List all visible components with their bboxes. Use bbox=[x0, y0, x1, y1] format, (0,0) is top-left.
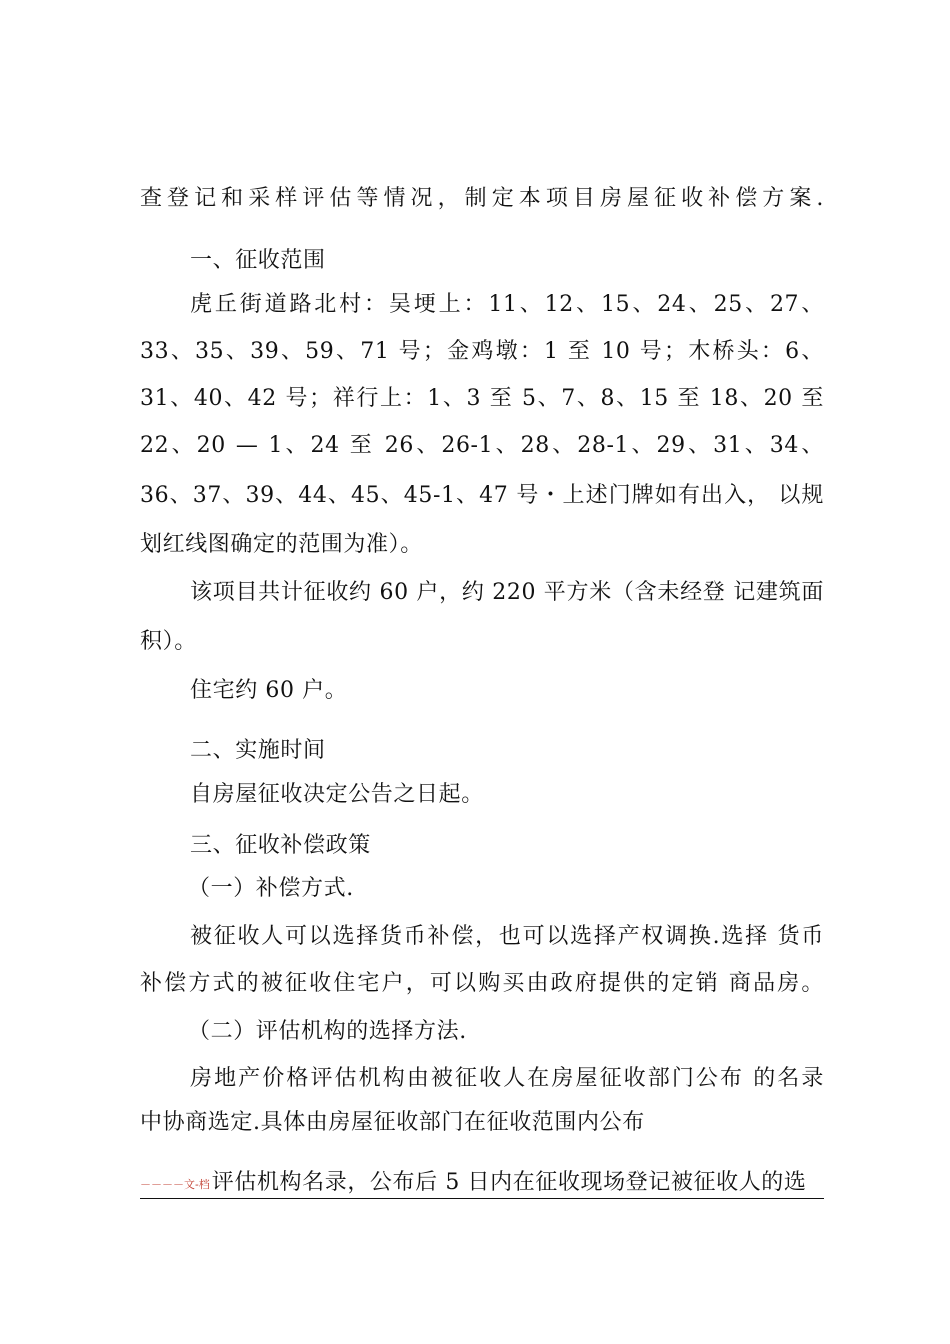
paragraph-line-method-1: 被征收人可以选择货币补偿，也可以选择产权调换.选择 货币 bbox=[190, 924, 824, 949]
paragraph-line-appraiser-2: 中协商选定.具体由房屋征收部门在征收范围内公布 bbox=[140, 1110, 645, 1135]
paragraph-line-residential: 住宅约 60 户。 bbox=[190, 678, 348, 703]
paragraph-line-total-1: 该项目共计征收约 60 户，约 220 平方米（含未经登 记建筑面 bbox=[190, 580, 824, 605]
paragraph-line-scope-2: 33、35、39、59、71 号；金鸡墩：1 至 10 号；木桥头：6、 bbox=[140, 339, 824, 364]
paragraph-line-appraiser-1: 房地产价格评估机构由被征收人在房屋征收部门公布 的名录 bbox=[190, 1066, 824, 1091]
paragraph-line-scope-1: 虎丘街道路北村：吴埂上：11、12、15、24、25、27、 bbox=[190, 292, 824, 317]
paragraph-line-scope-4: 22、20 — 1、24 至 26、26-1、28、28-1、29、31、34、 bbox=[140, 433, 824, 458]
section-heading-time: 二、实施时间 bbox=[190, 738, 326, 763]
paragraph-line-method-2: 补偿方式的被征收住宅户，可以购买由政府提供的定销 商品房。 bbox=[140, 971, 824, 996]
paragraph-line-time: 自房屋征收决定公告之日起。 bbox=[190, 782, 484, 807]
paragraph-line-total-2: 积）。 bbox=[140, 629, 197, 654]
footer-continued-text: 评估机构名录，公布后 5 日内在征收现场登记被征收人的选 bbox=[211, 1170, 807, 1195]
page-footer-line bbox=[140, 1168, 824, 1199]
watermark-label: －－－－文-档 bbox=[140, 1177, 210, 1191]
paragraph-line-scope-6: 划红线图确定的范围为准）。 bbox=[140, 532, 423, 557]
section-heading-scope: 一、征收范围 bbox=[190, 248, 326, 273]
subsection-heading-appraiser: （二）评估机构的选择方法. bbox=[188, 1019, 467, 1044]
paragraph-line-scope-5: 36、37、39、44、45、45-1、47 号・上述门牌如有出入， 以规 bbox=[140, 483, 824, 508]
paragraph-line-1: 查登记和采样评估等情况，制定本项目房屋征收补偿方案. bbox=[140, 186, 824, 211]
section-heading-policy: 三、征收补偿政策 bbox=[190, 833, 371, 858]
paragraph-line-scope-3: 31、40、42 号；祥行上：1、3 至 5、7、8、15 至 18、20 至 bbox=[140, 386, 824, 411]
subsection-heading-method: （一）补偿方式. bbox=[188, 876, 354, 901]
